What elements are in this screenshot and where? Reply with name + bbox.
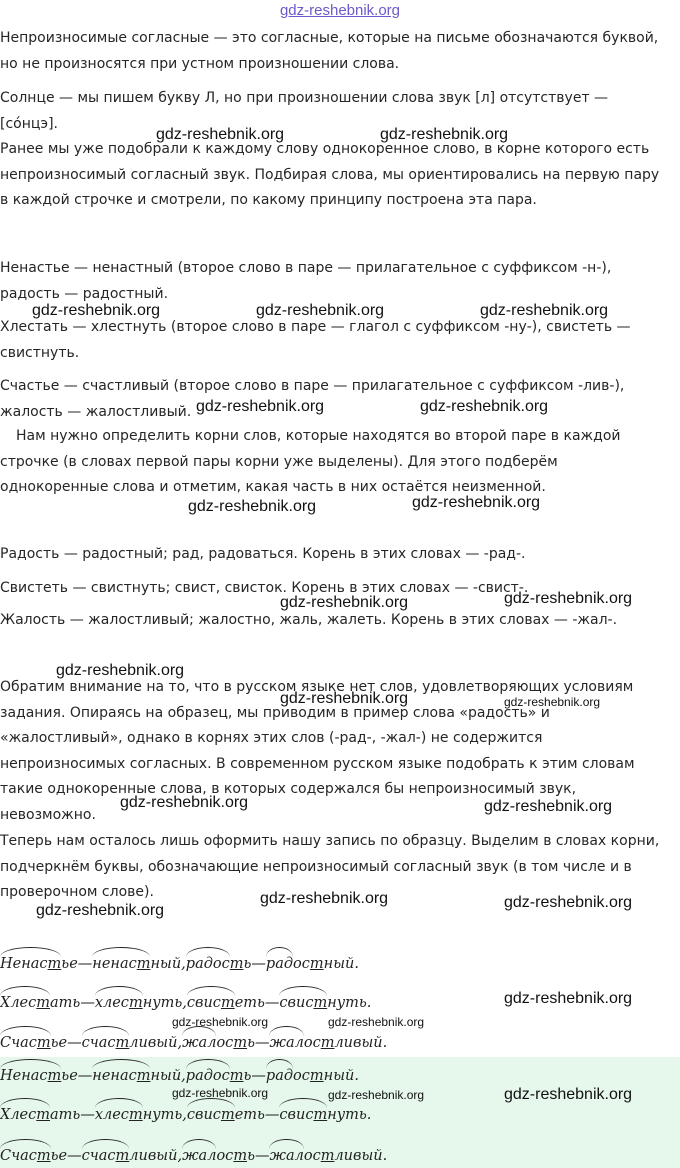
morpheme-part: ный, [150,1068,186,1084]
watermark: gdz-reshebnik.org [280,594,409,611]
morpheme-word [95,1107,187,1123]
watermark: gdz-reshebnik.org [420,398,549,415]
morpheme-part: радос [185,956,230,972]
silent-letter: т [233,1035,248,1051]
root-arc [182,1035,216,1051]
paragraph: Радость — радостный; рад, радоваться. Корень в этих словах — -рад-. [0,546,526,562]
paragraph: Непроизносимые согласные — это согласные, которые на письме обозначаются буквой, но не произносятся при устном произношении слова. [0,30,659,72]
morpheme-part: свис [186,1107,221,1123]
morpheme-part: с [39,956,48,972]
root-arc [82,1035,130,1051]
silent-letter: т [320,1148,335,1164]
morpheme-word [67,1035,82,1051]
silent-letter: т [309,956,324,972]
root-arc [186,1068,230,1084]
root-arc [0,995,50,1011]
morpheme-part: ь [243,1068,252,1084]
silent-letter: т [220,1107,235,1123]
silent-letter: т [309,1068,324,1084]
morpheme-part: — [67,1035,82,1051]
morpheme-word [92,956,186,972]
watermark: gdz-reshebnik.org [328,1088,425,1102]
silent-letter: т [36,995,51,1011]
paragraph: Жалость — жалостливый; жалостно, жаль, жалеть. Корень в этих словах — -жал-. [0,612,618,628]
morpheme-part: ье [50,1035,68,1051]
morpheme-part: — [67,1148,82,1164]
silent-letter: т [136,1068,151,1084]
root-arc [0,1035,51,1051]
morpheme-part: ливый, [129,1035,183,1051]
morpheme-part: ье [50,1148,68,1164]
morpheme-part: рад [265,956,294,972]
morpheme-word [182,1035,255,1051]
morpheme-word [182,1148,255,1164]
silent-letter: т [115,1035,130,1051]
watermark: gdz-reshebnik.org [504,695,601,709]
morpheme-word [0,1068,78,1084]
morpheme-word [0,995,80,1011]
watermark: gdz-reshebnik.org [56,662,185,679]
root-arc [92,1068,150,1084]
morpheme-part: ать [50,1107,81,1123]
morpheme-part: — [254,1148,270,1164]
root-arc [0,956,61,972]
watermark: gdz-reshebnik.org [504,590,633,607]
watermark: gdz-reshebnik.org [260,890,389,907]
morpheme-word [269,1148,387,1164]
root-arc [269,1035,303,1051]
morpheme-part: свис [279,995,314,1011]
morpheme-word [266,1068,359,1084]
morpheme-part: Счас [0,1035,37,1051]
morpheme-part: — [264,1107,280,1123]
morpheme-part: ный, [150,956,186,972]
root-arc [266,956,293,972]
root-arc [182,1148,216,1164]
morpheme-part: ный. [323,956,359,972]
silent-letter: т [229,956,244,972]
morpheme-part: — [264,995,280,1011]
morpheme-part: ливый. [334,1035,388,1051]
morpheme-line [0,1068,359,1084]
root-arc [187,995,235,1011]
morpheme-word [251,1068,266,1084]
watermark: gdz-reshebnik.org [480,302,609,319]
morpheme-part: жал [182,1148,217,1164]
paragraph: Хлестать — хлестнуть (второе слово в паре — глагол с суффиксом -ну-), свистеть — свистнуть. [0,319,631,361]
watermark: gdz-reshebnik.org [328,1015,425,1029]
silent-letter: т [220,995,235,1011]
morpheme-part: с [39,1068,48,1084]
silent-letter: т [36,1148,51,1164]
paragraph: Свистеть — свистнуть; свист, свисток. Корень в этих словах — -свист-. [0,580,529,596]
morpheme-part: свис [186,995,221,1011]
site-title[interactable]: gdz-reshebnik.org [279,2,401,19]
watermark: gdz-reshebnik.org [36,902,165,919]
watermark: gdz-reshebnik.org [280,690,409,707]
root-arc [0,1068,61,1084]
morpheme-word [0,956,78,972]
watermark: gdz-reshebnik.org [380,126,509,143]
morpheme-part: еть [234,1107,265,1123]
morpheme-part: Нена [0,956,40,972]
morpheme-part: Хлес [0,995,37,1011]
watermark: gdz-reshebnik.org [156,126,285,143]
morpheme-part: — [80,1107,95,1123]
paragraph: Ранее мы уже подобрали к каждому слову однокоренное слово, в корне которого есть непроизносимый согласный звук. Подбирая слова, мы ориентировались на первую пару в каждой строчке и смотрели, по какому принципу построена эта пара. [0,141,660,209]
morpheme-part: ос [303,1035,321,1051]
morpheme-word [0,1148,67,1164]
morpheme-word [186,956,252,972]
paragraph: Обратим внимание на то, что в русском языке нет слов, удовлетворяющих условиям задания. Опираясь на образец, мы приводим в пример слова «радость» и «жалостливый», однако в корнях этих слов (-рад-, -жал-) не содержится непроизносимых согласных. В современном русском языке подобрать к этим словам такие однокоренные слова, в которых содержался бы непроизносимый звук, невозможно. [0,679,635,823]
silent-letter: т [233,1148,248,1164]
silent-letter: т [313,995,328,1011]
morpheme-part: ос [303,1148,321,1164]
morpheme-part: рад [265,1068,294,1084]
watermark: gdz-reshebnik.org [120,794,249,811]
watermark: gdz-reshebnik.org [196,398,325,415]
morpheme-part: Хлес [0,1107,37,1123]
silent-letter: т [47,1068,62,1084]
watermark: gdz-reshebnik.org [484,798,613,815]
morpheme-word [279,1107,371,1123]
morpheme-word [82,1148,182,1164]
morpheme-word [82,1035,182,1051]
morpheme-word [266,956,359,972]
morpheme-word [78,956,93,972]
morpheme-part: нуть. [327,995,372,1011]
morpheme-word [0,1107,80,1123]
morpheme-part: ненас [92,956,137,972]
morpheme-part: — [254,1035,270,1051]
morpheme-part: нуть, [142,1107,187,1123]
paragraph: Нам нужно определить корни слов, которые находятся во второй паре в каждой строчке (в словах первой пары корни уже выделены). Для этого подберём однокоренные слова и отметим, какая часть в них остаётся неизменной. [0,428,621,496]
morpheme-line [0,995,371,1011]
root-arc [95,1107,143,1123]
morpheme-word [265,995,280,1011]
watermark: gdz-reshebnik.org [172,1015,269,1029]
morpheme-part: — [77,956,93,972]
morpheme-part: — [77,1068,93,1084]
morpheme-part: ный. [323,1068,359,1084]
root-arc [82,1148,130,1164]
root-arc [0,1107,50,1123]
watermark: gdz-reshebnik.org [504,1086,633,1103]
root-arc [269,1148,303,1164]
silent-letter: т [36,1107,51,1123]
morpheme-part: ос [216,1035,234,1051]
paragraph: Солнце — мы пишем букву Л, но при произношении слова звук [л] отсутствует — [со́нцэ]. [0,90,609,132]
morpheme-part: ненас [92,1068,137,1084]
morpheme-word [255,1148,270,1164]
morpheme-word [0,1035,67,1051]
morpheme-part: жал [182,1035,217,1051]
silent-letter: т [128,995,143,1011]
morpheme-part: нуть, [142,995,187,1011]
silent-letter: т [36,1035,51,1051]
morpheme-part: счас [81,1035,116,1051]
morpheme-part: ливый. [334,1148,388,1164]
paragraph: Ненастье — ненастный (второе слово в паре — прилагательное с суффиксом -н-), радость — радостный. [0,260,612,302]
watermark: gdz-reshebnik.org [32,302,161,319]
watermark: gdz-reshebnik.org [172,1086,269,1100]
morpheme-part: — [251,1068,266,1084]
morpheme-word [67,1148,82,1164]
morpheme-word [255,1035,270,1051]
morpheme-part: хлес [94,1107,129,1123]
root-arc [279,1107,327,1123]
morpheme-part: хлес [94,995,129,1011]
morpheme-part: ь [243,956,252,972]
morpheme-word [80,995,95,1011]
morpheme-part: — [80,995,95,1011]
morpheme-word [187,995,265,1011]
silent-letter: т [229,1068,244,1084]
paragraph: Счастье — счастливый (второе слово в паре — прилагательное с суффиксом -лив-), жалость — жалостливый. [0,378,625,420]
morpheme-part: нуть. [327,1107,372,1123]
watermark: gdz-reshebnik.org [504,990,633,1007]
morpheme-word [186,1068,252,1084]
silent-letter: т [313,1107,328,1123]
root-arc [279,995,327,1011]
morpheme-word [265,1107,280,1123]
silent-letter: т [115,1148,130,1164]
morpheme-part: ье [61,956,78,972]
morpheme-part: ос [216,1148,234,1164]
morpheme-word [78,1068,93,1084]
watermark: gdz-reshebnik.org [256,302,385,319]
morpheme-word [251,956,266,972]
watermark: gdz-reshebnik.org [504,894,633,911]
root-arc [95,995,143,1011]
morpheme-word [269,1035,387,1051]
morpheme-word [80,1107,95,1123]
root-arc [92,956,150,972]
root-arc [266,1068,293,1084]
morpheme-part: жал [269,1148,304,1164]
morpheme-part: еть [234,995,265,1011]
morpheme-part: ь [247,1035,255,1051]
morpheme-line [0,1035,387,1051]
morpheme-word [187,1107,265,1123]
morpheme-part: радос [185,1068,230,1084]
paragraph: Теперь нам осталось лишь оформить нашу запись по образцу. Выделим в словах корни, подчеркнём буквы, обозначающие непроизносимый согласный звук (в том числе и в проверочном слове). [0,833,660,901]
root-arc [186,956,230,972]
morpheme-part: — [251,956,266,972]
morpheme-part: ос [293,1068,310,1084]
morpheme-part: ливый, [129,1148,183,1164]
silent-letter: т [320,1035,335,1051]
root-arc [0,1148,51,1164]
morpheme-part: ь [247,1148,255,1164]
morpheme-word [95,995,187,1011]
root-arc [187,1107,235,1123]
silent-letter: т [47,956,62,972]
morpheme-part: ье [61,1068,78,1084]
watermark: gdz-reshebnik.org [188,498,317,515]
morpheme-word [279,995,371,1011]
morpheme-part: жал [269,1035,304,1051]
morpheme-part: ать [50,995,81,1011]
silent-letter: т [136,956,151,972]
morpheme-part: Нена [0,1068,40,1084]
morpheme-line [0,1107,371,1123]
morpheme-word [92,1068,186,1084]
watermark: gdz-reshebnik.org [412,494,541,511]
silent-letter: т [128,1107,143,1123]
morpheme-part: свис [279,1107,314,1123]
morpheme-part: счас [81,1148,116,1164]
morpheme-part: Счас [0,1148,37,1164]
morpheme-line [0,1148,387,1164]
morpheme-line [0,956,359,972]
morpheme-part: ос [293,956,310,972]
